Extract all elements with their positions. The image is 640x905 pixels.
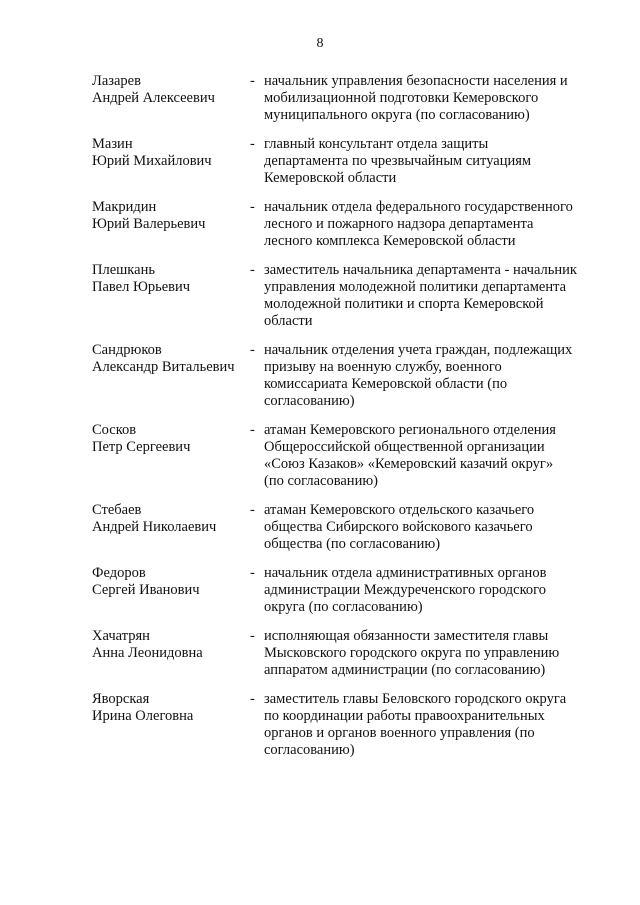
member-surname: Хачатрян: [92, 628, 150, 644]
position-line: начальник отделения учета граждан, подлежащих: [264, 342, 573, 358]
member-position: [264, 73, 602, 124]
position-line: общества (по согласованию): [264, 536, 441, 552]
member-surname: Яворская: [92, 691, 150, 707]
member-name: [92, 628, 250, 679]
position-line: органов и органов военного управления (по: [264, 725, 535, 741]
separator-dash: -: [250, 422, 255, 438]
position-line: лесного и пожарного надзора департамента: [264, 216, 534, 232]
member-surname: Федоров: [92, 565, 146, 581]
position-line: согласованию): [264, 393, 355, 409]
position-line: по координации работы правоохранительных: [264, 708, 545, 724]
members-list: [92, 73, 602, 759]
position-line: атаман Кемеровского регионального отделения: [264, 422, 556, 438]
position-line: молодежной политики и спорта Кемеровской: [264, 296, 544, 312]
position-line: администрации Междуреченского городского: [264, 582, 546, 598]
member-position: [264, 565, 602, 616]
position-line: исполняющая обязанности заместителя главы: [264, 628, 549, 644]
member-position: [264, 691, 602, 759]
list-item: [92, 502, 602, 553]
member-given-names: Юрий Михайлович: [92, 153, 212, 169]
position-line: управления молодежной политики департамента: [264, 279, 567, 295]
position-line: департамента по чрезвычайным ситуациям: [264, 153, 532, 169]
list-item: [92, 73, 602, 124]
separator-dash: -: [250, 262, 255, 278]
member-surname: Стебаев: [92, 502, 142, 518]
separator-dash: -: [250, 565, 255, 581]
position-line: заместитель главы Беловского городского округа: [264, 691, 567, 707]
member-position: [264, 262, 602, 330]
member-position: [264, 199, 602, 250]
member-surname: Плешкань: [92, 262, 155, 278]
member-name: [92, 262, 250, 330]
position-line: «Союз Казаков» «Кемеровский казачий округ»: [264, 456, 554, 472]
member-position: [264, 502, 602, 553]
position-line: лесного комплекса Кемеровской области: [264, 233, 516, 249]
separator-dash: -: [250, 199, 255, 215]
separator-dash: -: [250, 628, 255, 644]
position-line: главный консультант отдела защиты: [264, 136, 489, 152]
separator-dash: -: [250, 136, 255, 152]
member-given-names: Павел Юрьевич: [92, 279, 191, 295]
list-item: [92, 565, 602, 616]
position-line: начальник отдела федерального государственного: [264, 199, 573, 215]
member-surname: Сосков: [92, 422, 137, 438]
member-name: [92, 691, 250, 759]
member-surname: Макридин: [92, 199, 157, 215]
position-line: Общероссийской общественной организации: [264, 439, 545, 455]
member-name: [92, 565, 250, 616]
member-given-names: Андрей Николаевич: [92, 519, 217, 535]
position-line: призыву на военную службу, военного: [264, 359, 502, 375]
member-given-names: Сергей Иванович: [92, 582, 200, 598]
member-name: [92, 342, 250, 410]
separator-dash: -: [250, 691, 255, 707]
position-line: Мысковского городского округа по управлению: [264, 645, 560, 661]
member-given-names: Анна Леонидовна: [92, 645, 203, 661]
list-item: [92, 199, 602, 250]
page-number: 8: [316, 36, 324, 51]
list-item: [92, 262, 602, 330]
member-name: [92, 136, 250, 187]
position-line: согласованию): [264, 742, 355, 758]
member-surname: Мазин: [92, 136, 133, 152]
position-line: (по согласованию): [264, 473, 378, 489]
member-name: [92, 422, 250, 490]
member-given-names: Александр Витальевич: [92, 359, 235, 375]
position-line: заместитель начальника департамента - начальник: [264, 262, 577, 278]
list-item: [92, 691, 602, 759]
list-item: [92, 628, 602, 679]
position-line: мобилизационной подготовки Кемеровского: [264, 90, 539, 106]
member-given-names: Юрий Валерьевич: [92, 216, 206, 232]
list-item: [92, 422, 602, 490]
member-position: [264, 422, 602, 490]
list-item: [92, 342, 602, 410]
position-line: округа (по согласованию): [264, 599, 423, 615]
member-position: [264, 342, 602, 410]
position-line: области: [264, 313, 313, 329]
member-name: [92, 502, 250, 553]
member-given-names: Андрей Алексеевич: [92, 90, 215, 106]
member-name: [92, 73, 250, 124]
separator-dash: -: [250, 502, 255, 518]
position-line: муниципального округа (по согласованию): [264, 107, 530, 123]
position-line: Кемеровской области: [264, 170, 397, 186]
position-line: комиссариата Кемеровской области (по: [264, 376, 508, 392]
position-line: аппаратом администрации (по согласованию): [264, 662, 546, 678]
member-given-names: Петр Сергеевич: [92, 439, 191, 455]
separator-dash: -: [250, 342, 255, 358]
position-line: начальник отдела административных органов: [264, 565, 547, 581]
separator-dash: -: [250, 73, 255, 89]
member-given-names: Ирина Олеговна: [92, 708, 194, 724]
member-position: [264, 136, 602, 187]
member-surname: Сандрюков: [92, 342, 162, 358]
member-surname: Лазарев: [92, 73, 141, 89]
list-item: [92, 136, 602, 187]
position-line: атаман Кемеровского отдельского казачьего: [264, 502, 535, 518]
member-position: [264, 628, 602, 679]
position-line: общества Сибирского войскового казачьего: [264, 519, 533, 535]
member-name: [92, 199, 250, 250]
position-line: начальник управления безопасности населения и: [264, 73, 568, 89]
